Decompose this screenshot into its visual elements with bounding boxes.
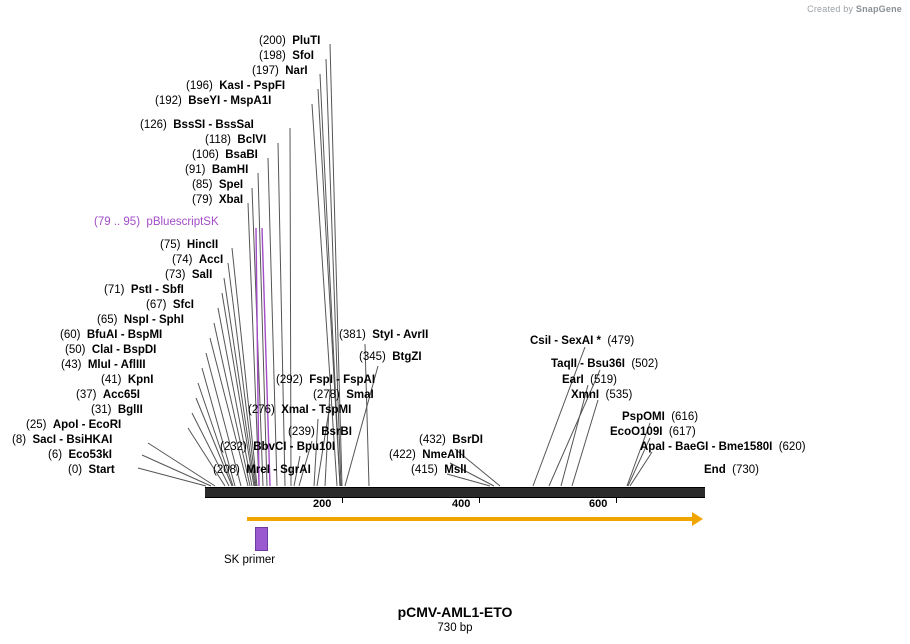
axis-tick <box>342 497 343 503</box>
site-position: (6) <box>48 449 63 461</box>
site-label[interactable] <box>259 50 314 62</box>
site-position: (616) <box>671 411 699 423</box>
site-name: BfuAI - BspMI <box>86 329 163 341</box>
site-position: (60) <box>60 329 81 341</box>
end-position: (730) <box>732 464 759 476</box>
site-position: (71) <box>104 284 125 296</box>
site-name: Eco53kI <box>68 449 112 461</box>
site-position: (479) <box>607 335 635 347</box>
site-name: StyI - AvrII <box>372 329 429 341</box>
axis-tick <box>616 497 617 503</box>
site-label[interactable] <box>640 441 806 453</box>
site-position: (37) <box>76 389 97 401</box>
site-label[interactable] <box>248 404 351 416</box>
site-position: (276) <box>248 404 275 416</box>
site-label[interactable] <box>252 65 308 77</box>
site-position: (126) <box>140 119 167 131</box>
site-label[interactable] <box>213 464 311 476</box>
site-position: (75) <box>160 239 181 251</box>
site-name: BssSI - BssSaI <box>173 119 254 131</box>
site-position: (198) <box>259 50 286 62</box>
site-position: (519) <box>590 374 617 386</box>
sk-primer-marker[interactable] <box>255 527 268 551</box>
start-position: (0) <box>68 464 83 476</box>
site-position: (535) <box>605 389 633 401</box>
site-label[interactable] <box>259 35 320 47</box>
site-position: (200) <box>259 35 286 47</box>
site-name: KpnI <box>127 374 154 386</box>
site-name: EarI <box>562 374 584 386</box>
site-name: BbvCI - Bpu10I <box>253 441 336 453</box>
site-name: SalI <box>191 269 213 281</box>
site-label[interactable] <box>172 254 223 266</box>
site-position: (50) <box>65 344 86 356</box>
site-name: EcoO109I <box>610 426 663 438</box>
site-name: BamHI <box>211 164 249 176</box>
site-name: BsaBI <box>225 149 258 161</box>
site-label[interactable] <box>419 434 483 446</box>
site-label[interactable] <box>389 449 465 461</box>
site-position: (74) <box>172 254 193 266</box>
site-position: (239) <box>288 426 315 438</box>
site-position: (232) <box>220 441 247 453</box>
site-label[interactable] <box>60 329 162 341</box>
axis-tick-label: 200 <box>313 498 332 510</box>
feature-label-pbluescriptsk[interactable] <box>94 216 219 228</box>
axis-ticks <box>0 497 910 513</box>
site-label[interactable] <box>276 374 375 386</box>
site-label[interactable] <box>339 329 428 341</box>
site-name: MluI - AflIII <box>87 359 146 371</box>
axis-tick <box>479 497 480 503</box>
site-name: SmaI <box>346 389 374 401</box>
site-label[interactable] <box>186 80 285 92</box>
site-name: BclVI <box>237 134 267 146</box>
site-position: (208) <box>213 464 240 476</box>
site-label[interactable] <box>551 358 658 370</box>
site-position: (41) <box>101 374 122 386</box>
axis-tick-label: 400 <box>452 498 471 510</box>
site-position: (345) <box>359 351 386 363</box>
site-label[interactable] <box>101 374 153 386</box>
site-name: Acc65I <box>102 389 140 401</box>
site-position: (278) <box>313 389 340 401</box>
site-label[interactable] <box>313 389 374 401</box>
site-label[interactable] <box>97 314 184 326</box>
site-name: ApoI - EcoRI <box>52 419 122 431</box>
site-name: SpeI <box>218 179 244 191</box>
site-name: AccI <box>198 254 224 266</box>
site-label[interactable] <box>165 269 212 281</box>
site-label[interactable] <box>48 449 112 461</box>
site-position: (192) <box>155 95 182 107</box>
site-position: (79) <box>192 194 213 206</box>
start-label[interactable] <box>68 464 115 476</box>
site-label[interactable] <box>288 426 352 438</box>
site-position: (381) <box>339 329 366 341</box>
site-label[interactable] <box>359 351 422 363</box>
end-name: End <box>704 464 726 476</box>
site-label[interactable] <box>220 441 335 453</box>
site-label[interactable] <box>192 179 243 191</box>
site-name: FspI - FspAI <box>309 374 376 386</box>
axis-tick-label: 600 <box>589 498 608 510</box>
site-position: (197) <box>252 65 279 77</box>
site-position: (31) <box>91 404 112 416</box>
site-label[interactable] <box>26 419 121 431</box>
site-name: BseYI - MspA1I <box>188 95 272 107</box>
site-name: PluTI <box>292 35 321 47</box>
plasmid-title: pCMV-AML1-ETO <box>397 604 513 620</box>
site-label[interactable] <box>12 434 112 446</box>
site-label[interactable] <box>192 149 258 161</box>
site-name: MreI - SgrAI <box>246 464 311 476</box>
site-name: XbaI <box>218 194 244 206</box>
site-label[interactable] <box>76 389 140 401</box>
site-name: SfcI <box>172 299 194 311</box>
site-label[interactable] <box>205 134 266 146</box>
site-name: SfoI <box>292 50 314 62</box>
site-position: (25) <box>26 419 47 431</box>
orf-arrow-head <box>692 512 703 526</box>
site-label[interactable] <box>61 359 146 371</box>
feature-range: (79 .. 95) <box>94 216 141 228</box>
credit-prefix: Created by <box>807 4 856 14</box>
site-name: ApaI - BaeGI - Bme1580I <box>640 441 773 453</box>
feature-name: pBluescriptSK <box>146 216 219 228</box>
site-position: (91) <box>185 164 206 176</box>
site-label[interactable] <box>185 164 248 176</box>
site-position: (65) <box>97 314 118 326</box>
site-position: (432) <box>419 434 446 446</box>
site-position: (620) <box>778 441 806 453</box>
credit-brand: SnapGene <box>855 4 902 14</box>
site-position: (85) <box>192 179 213 191</box>
site-name: BglII <box>117 404 143 416</box>
site-label[interactable] <box>160 239 218 251</box>
site-name: XmaI - TspMI <box>281 404 352 416</box>
site-name: KasI - PspFI <box>219 80 286 92</box>
site-position: (43) <box>61 359 82 371</box>
site-name: MslI <box>444 464 467 476</box>
site-label[interactable] <box>530 335 634 347</box>
site-label[interactable] <box>104 284 184 296</box>
site-label[interactable] <box>146 299 194 311</box>
site-label[interactable] <box>192 194 243 206</box>
site-name: BsrBI <box>321 426 352 438</box>
site-name: XmnI <box>571 389 600 401</box>
plasmid-length: 730 bp <box>437 622 473 634</box>
site-name: PspOMI <box>622 411 665 423</box>
site-name: NspI - SphI <box>123 314 184 326</box>
site-label[interactable] <box>622 411 698 423</box>
start-name: Start <box>88 464 115 476</box>
site-label[interactable] <box>562 374 617 386</box>
site-label[interactable] <box>91 404 143 416</box>
site-name: PstI - SbfI <box>130 284 184 296</box>
site-name: TaqII - Bsu36I <box>551 358 625 370</box>
site-name: CsiI - SexAI * <box>530 335 601 347</box>
end-label[interactable] <box>704 464 759 476</box>
orf-arrow-bar[interactable] <box>247 517 692 521</box>
site-name: SacI - BsiHKAI <box>32 434 113 446</box>
site-position: (502) <box>631 358 659 370</box>
site-label[interactable] <box>65 344 156 356</box>
site-name: NmeAIII <box>422 449 466 461</box>
site-position: (73) <box>165 269 186 281</box>
site-label[interactable] <box>610 426 696 438</box>
site-name: BsrDI <box>452 434 483 446</box>
site-name: BtgZI <box>392 351 422 363</box>
site-name: NarI <box>285 65 308 77</box>
site-name: ClaI - BspDI <box>91 344 157 356</box>
site-position: (292) <box>276 374 303 386</box>
site-position: (8) <box>12 434 27 446</box>
site-position: (415) <box>411 464 438 476</box>
site-position: (118) <box>205 134 231 146</box>
site-position: (67) <box>146 299 167 311</box>
sk-primer-label: SK primer <box>224 554 276 566</box>
site-position: (106) <box>192 149 219 161</box>
site-label[interactable] <box>411 464 467 476</box>
site-label[interactable] <box>571 389 632 401</box>
site-name: HincII <box>186 239 219 251</box>
site-position: (617) <box>668 426 696 438</box>
site-position: (196) <box>186 80 213 92</box>
site-label[interactable] <box>140 119 254 131</box>
site-position: (422) <box>389 449 416 461</box>
site-label[interactable] <box>155 95 271 107</box>
